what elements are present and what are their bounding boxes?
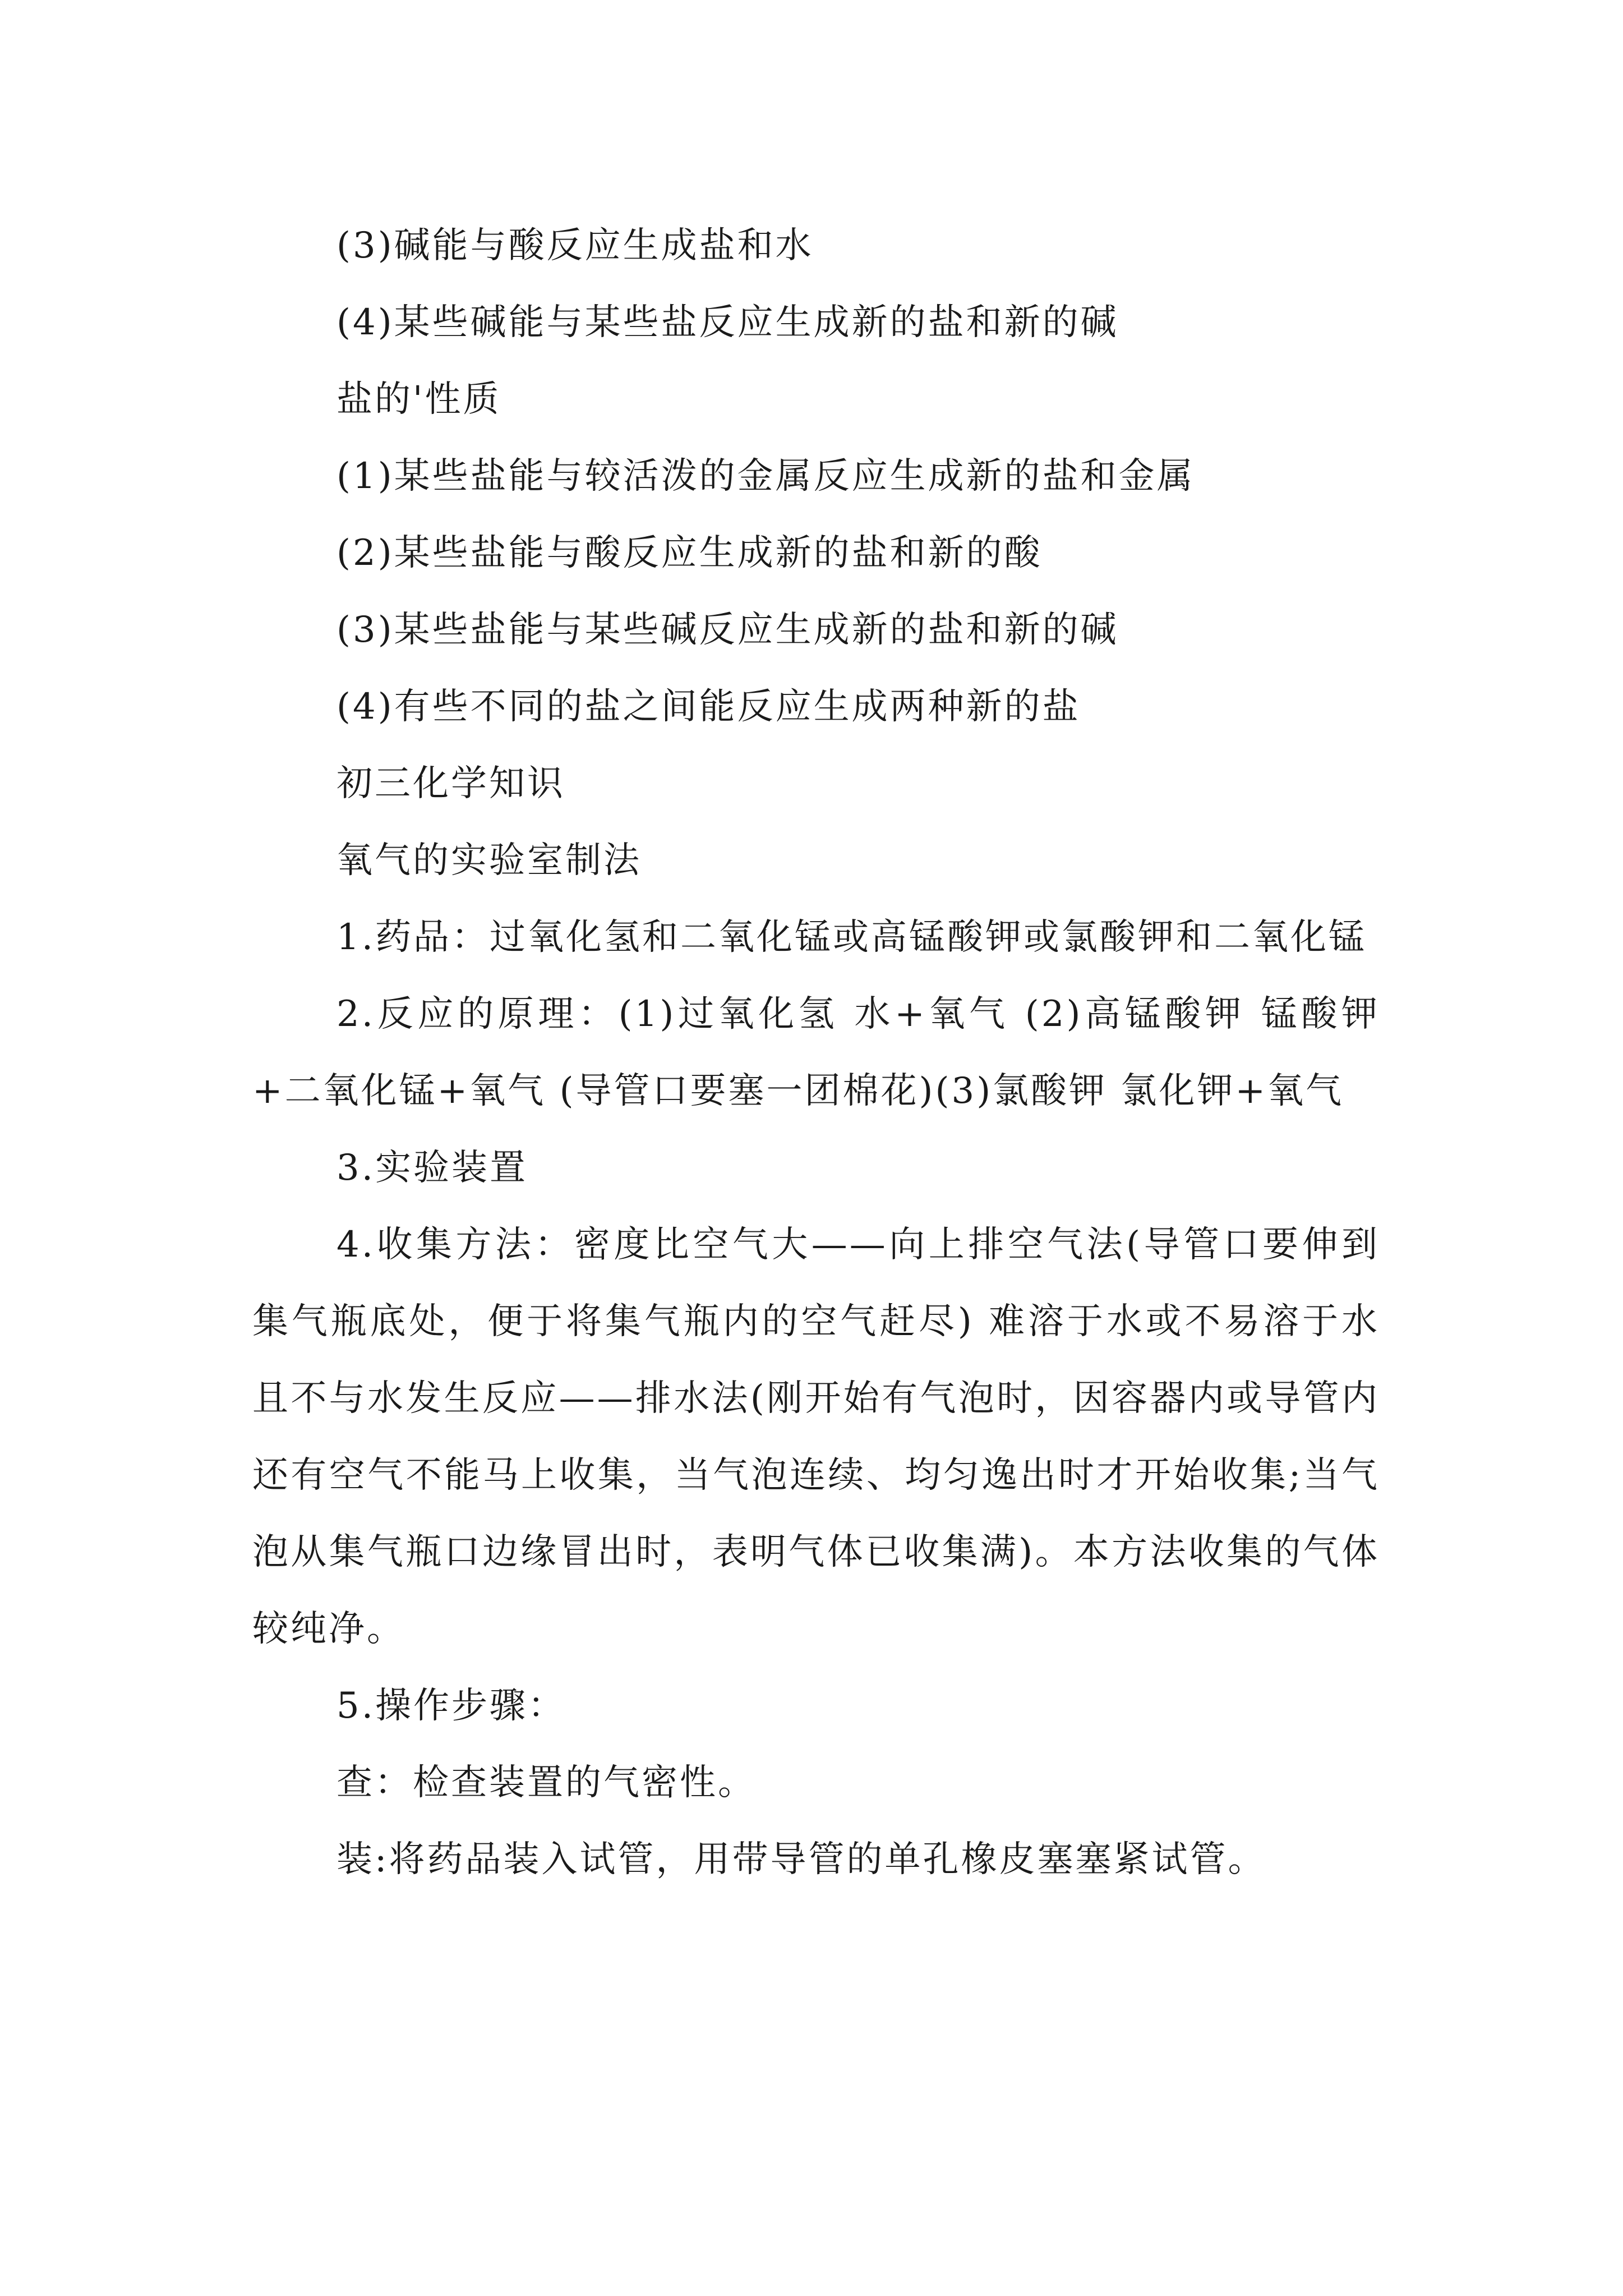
paragraph-apparatus: 3.实验装置 [336,1147,528,1189]
paragraph-principle: 2.反应的原理：(1)过氧化氢 水+氧气 (2)高锰酸钾 锰酸钾+二氧化锰+氧气 (导管口要塞一团棉花)(3)氯酸钾 氯化钾+氧气 [252,993,1380,1112]
section-heading: 盐的'性质 [336,379,501,420]
paragraph-reagents: 1.药品：过氧化氢和二氧化锰或高锰酸钾或氯酸钾和二氧化锰 [336,917,1367,958]
paragraph-steps: 5.操作步骤： [336,1685,566,1727]
paragraph-collection: 4.收集方法：密度比空气大——向上排空气法(导管口要伸到集气瓶底处，便于将集气瓶内的空气赶尽) 难溶于水或不易溶于水且不与水发生反应——排水法(刚开始有气泡时，因容器内或导管内还有空气不能马上收集，当气泡连续、均匀逸出时才开始收集;当气泡从集气瓶口边缘冒出时，表明气体已收集满)。本方法收集的气体较纯净。 [252,1224,1380,1650]
text-line: 查：检查装置的气密性。 [336,1762,756,1803]
text-line: 装:将药品装入试管，用带导管的单孔橡皮塞塞紧试管。 [336,1839,1266,1880]
section-heading: 初三化学知识 [336,763,565,804]
document-body [252,208,1380,1898]
text-line: (3)碱能与酸反应生成盐和水 [336,225,814,266]
text-line: (4)有些不同的盐之间能反应生成两种新的盐 [336,686,1081,728]
text-line: (3)某些盐能与某些碱反应生成新的盐和新的碱 [336,609,1119,651]
text-line: (2)某些盐能与酸反应生成新的盐和新的酸 [336,532,1043,574]
section-heading: 氧气的实验室制法 [336,840,642,881]
text-line: (1)某些盐能与较活泼的金属反应生成新的盐和金属 [336,455,1195,497]
text-line: (4)某些碱能与某些盐反应生成新的盐和新的碱 [336,302,1119,343]
